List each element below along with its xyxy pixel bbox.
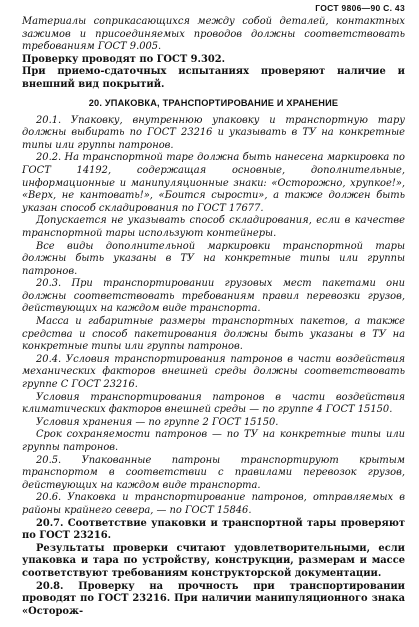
- clause-20-4-shelf-life: Срок сохраняемости патронов — по ТУ на конкретные типы или группы патронов.: [22, 429, 405, 453]
- clause-20-4-climate: Условия транспортирования патронов в части воздействия климатических факторов внешней среды — по группе 4 ГОСТ 15150.: [22, 391, 405, 416]
- clause-20-2-marking: Все виды дополнительной маркировки транспортной тары должны быть указаны в ТУ на конкретные типы или группы патронов.: [22, 240, 405, 277]
- clause-20-4-storage: Условия хранения — по группе 2 ГОСТ 15150.: [36, 416, 279, 428]
- clause-20-3: 20.3. При транспортировании грузовых мест пакетами они должны соответствовать требованиям правил перевозки грузов, действующих на каждом виде транспорта.: [22, 278, 405, 315]
- clause-20-2: 20.2. На транспортной таре должна быть нанесена маркировка по ГОСТ 14192, содержащая основные, дополнительные, информационные и манипуляционные знаки: «Осторожно, хрупкое!», «Верх, не кантовать!», «Боится сырости», а также должен быть указан способ складирования по ГОСТ 17677.: [22, 152, 405, 214]
- paragraph-acceptance-tests: При приемо-сдаточных испытаниях проверяют наличие и внешний вид покрытий.: [22, 66, 405, 90]
- clause-20-4: 20.4. Условия транспортирования патронов в части воздействия механических факторов внешней среды должны соответствовать группе С ГОСТ 23216.: [22, 353, 405, 391]
- clause-20-2-containers: Допускается не указывать способ складирования, если в качестве транспортной тары используют контейнеры.: [22, 215, 405, 239]
- clause-20-8: 20.8. Проверку на прочность при транспортировании проводят по ГОСТ 23216. При наличии манипуляционного знака «Осторож-: [22, 580, 405, 617]
- clause-20-5: 20.5. Упакованные патроны транспортируют крытым транспортом в соответствии с правилами перевозок грузов, действующих на каждом виде транспорта.: [22, 454, 405, 491]
- section-title: 20. УПАКОВКА, ТРАНСПОРТИРОВАНИЕ И ХРАНЕНИЕ: [88, 97, 339, 108]
- paragraph-check-gost-9302: Проверку проводят по ГОСТ 9.302.: [22, 53, 226, 65]
- clause-20-3-packages: Масса и габаритные размеры транспортных пакетов, а также средства и способ пакетирования должны быть указаны в ТУ на конкретные типы или группы патронов.: [22, 316, 405, 353]
- clause-20-7-results: Результаты проверки считают удовлетворительными, если упаковка и тара по устройству, конструкции, размерам и массе соответствуют требованиям конструкторской документации.: [22, 542, 405, 579]
- paragraph-materials: Материалы соприкасающихся между собой деталей, контактных зажимов и присоединяемых проводов должны соответствовать требованиям ГОСТ 9.005.: [22, 16, 405, 53]
- clause-20-1: 20.1. Упаковку, внутреннюю упаковку и транспортную тару должны выбирать по ГОСТ 23216 и указывать в ТУ на конкретные типы или группы патронов.: [22, 114, 405, 151]
- clause-20-6: 20.6. Упаковка и транспортирование патронов, отправляемых в районы крайнего севера, — по ГОСТ 15846.: [22, 492, 405, 516]
- page-header: ГОСТ 9806—90 С. 43: [315, 3, 405, 13]
- clause-20-7: 20.7. Соответствие упаковки и транспортной тары проверяют по ГОСТ 23216.: [22, 517, 405, 542]
